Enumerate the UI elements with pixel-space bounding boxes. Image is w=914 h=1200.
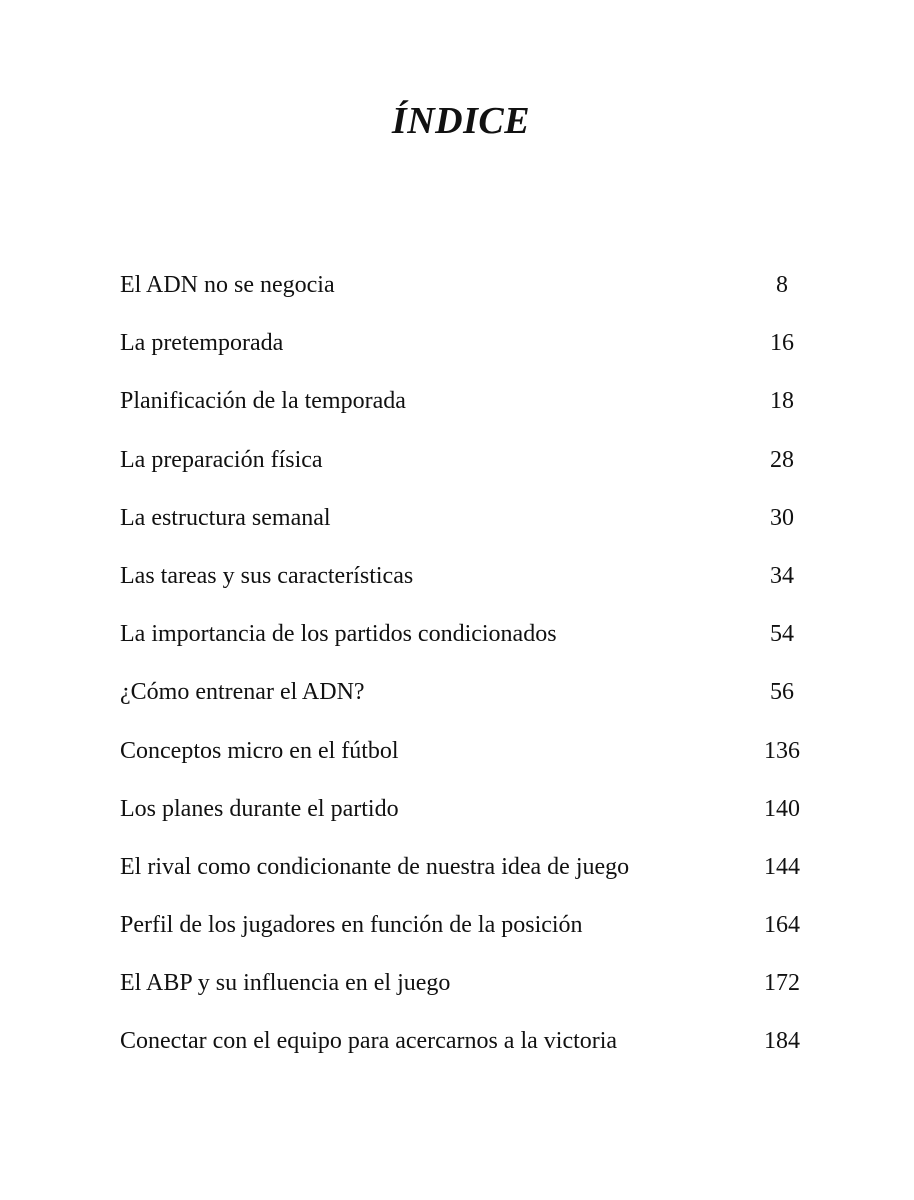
toc-entry-page-number: 164 <box>764 912 800 939</box>
toc-entry-page-number: 18 <box>770 388 794 415</box>
toc-entry-title: Las tareas y sus características <box>120 562 414 589</box>
toc-entry <box>120 847 820 905</box>
page-title: ÍNDICE <box>391 100 531 143</box>
toc-entry <box>120 963 820 1021</box>
toc-entry <box>120 498 820 556</box>
toc-entry-page-number: 30 <box>770 504 794 531</box>
toc-entry-page-number: 34 <box>770 562 794 589</box>
toc-entry-title: Los planes durante el partido <box>120 795 399 822</box>
toc-entry-page-number: 28 <box>770 446 794 473</box>
toc-entry-page-number: 144 <box>764 853 800 880</box>
toc-entry-page-number: 172 <box>764 970 800 997</box>
toc-entry <box>120 381 820 439</box>
toc-entry <box>120 731 820 789</box>
toc-entry <box>120 556 820 614</box>
toc-entry <box>120 905 820 963</box>
toc-entry-title: Conectar con el equipo para acercarnos a la victoria <box>120 1028 618 1055</box>
toc-entry-title: El ABP y su influencia en el juego <box>120 970 451 997</box>
toc-entry <box>120 1021 820 1079</box>
toc-entry-page-number: 8 <box>776 272 788 298</box>
toc-entry-title: Conceptos micro en el fútbol <box>120 737 399 764</box>
toc-entry <box>120 323 820 381</box>
toc-entry-title: ¿Cómo entrenar el ADN? <box>120 679 365 706</box>
toc-entry-title: La importancia de los partidos condicionados <box>120 621 557 648</box>
toc-entry <box>120 672 820 730</box>
toc-entry-page-number: 140 <box>764 795 800 822</box>
toc-entry-page-number: 54 <box>770 621 794 648</box>
toc-entry <box>120 789 820 847</box>
toc-entry-title: El rival como condicionante de nuestra idea de juego <box>120 853 630 880</box>
toc-entry-page-number: 16 <box>770 330 794 357</box>
table-of-contents <box>120 265 820 1080</box>
toc-entry <box>120 614 820 672</box>
toc-entry-title: Perfil de los jugadores en función de la posición <box>120 912 583 939</box>
toc-entry-title: El ADN no se negocia <box>120 272 335 298</box>
toc-entry-title: La preparación física <box>120 446 323 473</box>
toc-entry-title: La estructura semanal <box>120 504 331 531</box>
toc-entry <box>120 265 820 323</box>
toc-entry-page-number: 136 <box>764 737 800 764</box>
toc-entry <box>120 440 820 498</box>
toc-entry-page-number: 56 <box>770 679 794 706</box>
toc-entry-page-number: 184 <box>764 1028 800 1055</box>
toc-entry-title: Planificación de la temporada <box>120 388 406 415</box>
toc-entry-title: La pretemporada <box>120 330 284 357</box>
